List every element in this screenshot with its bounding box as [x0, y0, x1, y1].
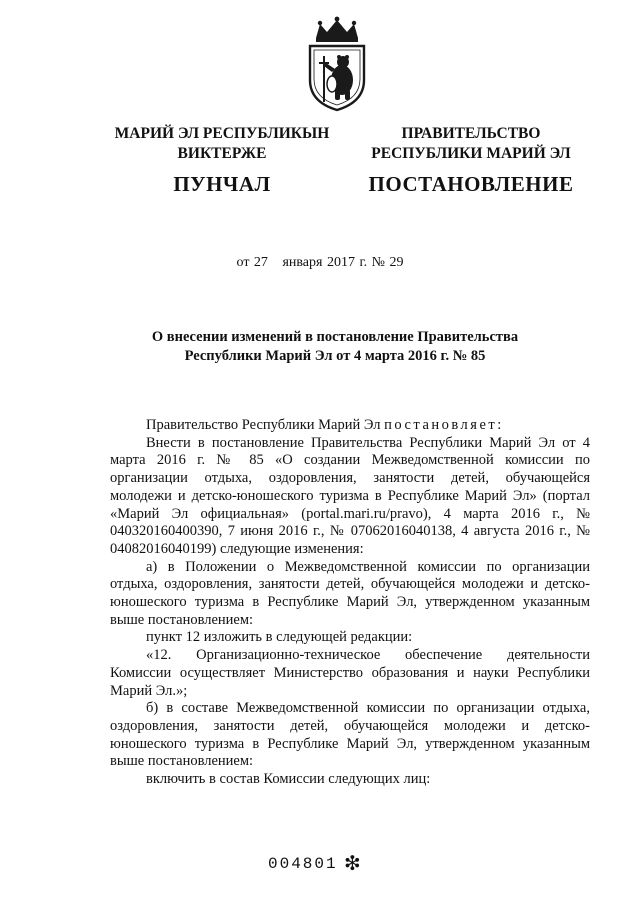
document-number: № 29	[371, 255, 404, 270]
document-title-line1: О внесении изменений в постановление Правительства	[151, 329, 519, 345]
document-title	[80, 328, 590, 366]
body-paragraph-item12-text: «12. Организационно-техническое обеспечение деятельности Комиссии осуществляет Министерство образования и науки Республики Марий Эл.»;	[110, 647, 590, 699]
form-serial-number: 004801	[268, 855, 338, 873]
document-body	[110, 417, 590, 789]
header-right-line2: РЕСПУБЛИКИ МАРИЙ ЭЛ	[371, 145, 571, 162]
coat-of-arms-icon	[302, 16, 372, 112]
header-right-line1: ПРАВИТЕЛЬСТВО	[401, 125, 541, 142]
document-date-line	[0, 255, 640, 271]
header-left-doctype: ПУНЧАЛ	[173, 172, 271, 196]
body-resolution-lead: Правительство Республики Марий Эл	[146, 417, 381, 433]
header-left-block	[92, 124, 352, 164]
header-left-line1: МАРИЙ ЭЛ РЕСПУБЛИКЫН	[114, 125, 330, 142]
coat-of-arms-emblem	[302, 16, 372, 112]
body-paragraph-a: а) в Положении о Межведомственной комиссии по организации отдыха, оздоровления, занятости детей, обучающейся молодежи и детско-юношеского туризма в Республике Марий Эл, утвержденном указанным выше постановлением:	[110, 558, 590, 628]
header-right-doctype: ПОСТАНОВЛЕНИЕ	[368, 172, 574, 196]
date-prefix: от 27	[236, 255, 268, 270]
body-paragraph-b: б) в составе Межведомственной комиссии по организации отдыха, оздоровления, занятости детей, обучающейся молодежи и детско-юношеского туризма в Республике Марий Эл, утвержденном указанным выше постановлением:	[110, 700, 590, 770]
header-left-line2: ВИКТЕРЖЕ	[177, 145, 267, 162]
body-paragraph-resolution	[110, 417, 590, 435]
document-title-line2: Республики Марий Эл от 4 марта 2016 г. № 85	[184, 348, 486, 364]
date-month-year: января 2017 г.	[282, 255, 368, 270]
header-right-block	[352, 124, 590, 164]
body-paragraph-include: включить в состав Комиссии следующих лиц:	[146, 771, 431, 788]
body-resolution-verb: постановляет:	[384, 417, 504, 433]
footer-ornament-icon: ❇	[344, 851, 361, 875]
body-paragraph-main: Внести в постановление Правительства Республики Марий Эл от 4 марта 2016 г. № 85 «О создании Межведомственной комиссии по организации отдыха, оздоровления, занятости детей, обучающейся молодежи и детско-юношеского туризма в Республике Марий Эл» (портал «Марий Эл официальная» (portal.mari.ru/pravo), 4 марта 2016 г., № 040320160400390, 7 июня 2016 г., № 07062016040138, 4 августа 2016 г., № 04082016040199) следующие изменения:	[110, 434, 590, 557]
body-paragraph-item12-intro: пункт 12 изложить в следующей редакции:	[146, 629, 413, 646]
